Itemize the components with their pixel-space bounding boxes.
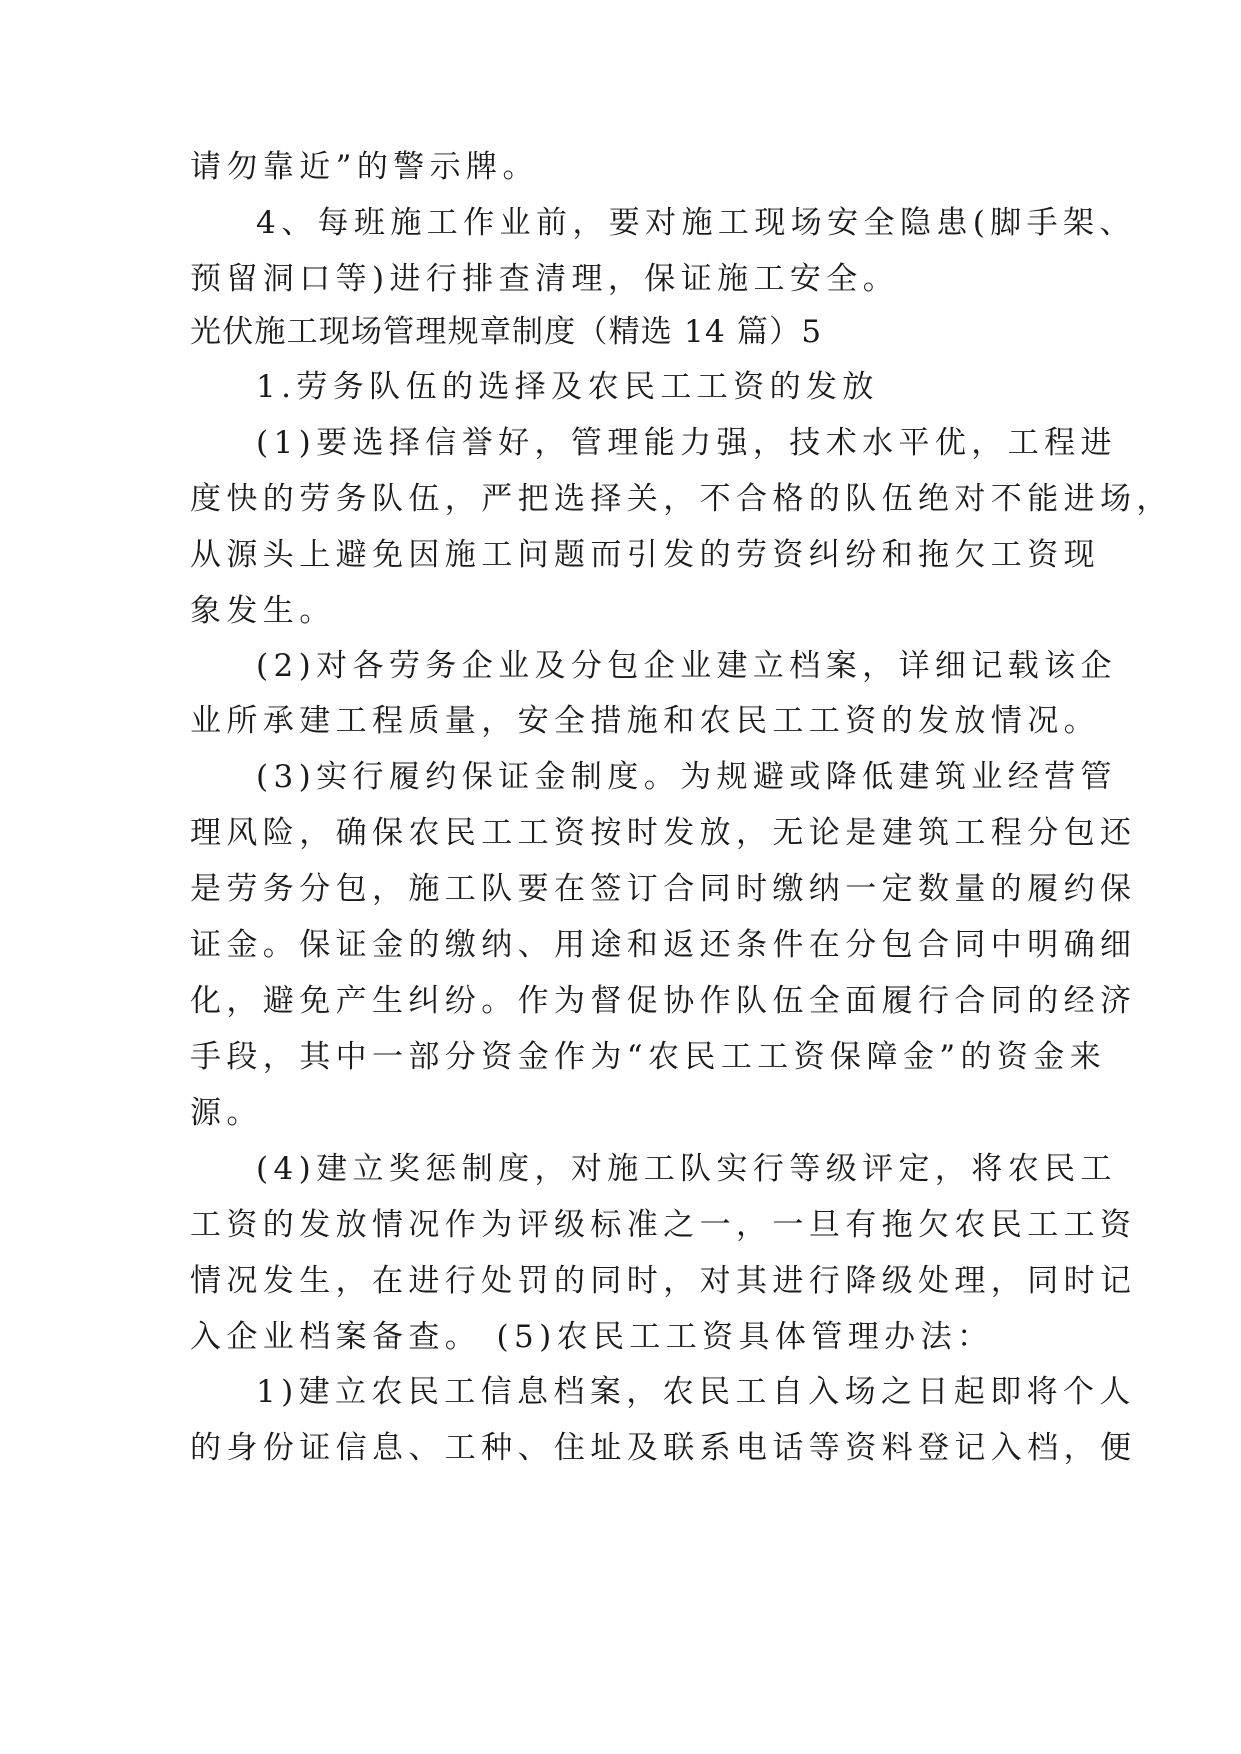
text-line: 理风险，确保农民工工资按时发放，无论是建筑工程分包还 <box>190 815 1137 851</box>
text-line: (2)对各劳务企业及分包企业建立档案，详细记载该企 <box>256 648 1117 684</box>
text-line: 请勿靠近”的警示牌。 <box>190 149 539 185</box>
text-line: 业所承建工程质量，安全措施和农民工工资的发放情况。 <box>190 703 1100 739</box>
text-line: (1)要选择信誉好，管理能力强，技术水平优，工程进 <box>256 425 1117 461</box>
text-line: (4)建立奖惩制度，对施工队实行等级评定，将农民工 <box>256 1151 1117 1187</box>
text-line: 工资的发放情况作为评级标准之一，一旦有拖欠农民工工资 <box>190 1207 1137 1243</box>
text-line: 的身份证信息、工种、住址及联系电话等资料登记入档，便 <box>190 1430 1137 1466</box>
text-line: 预留洞口等)进行排查清理，保证施工安全。 <box>190 261 900 297</box>
text-line: 是劳务分包，施工队要在签订合同时缴纳一定数量的履约保 <box>190 871 1137 907</box>
text-line: 1.劳务队伍的选择及农民工工资的发放 <box>256 369 879 405</box>
text-line: 1)建立农民工信息档案，农民工自入场之日起即将个人 <box>256 1374 1136 1410</box>
text-line: 源。 <box>190 1095 263 1131</box>
text-line: 证金。保证金的缴纳、用途和返还条件在分包合同中明确细 <box>190 927 1137 963</box>
text-line: 情况发生，在进行处罚的同时，对其进行降级处理，同时记 <box>190 1263 1137 1299</box>
section-heading: 光伏施工现场管理规章制度（精选 14 篇）5 <box>190 314 823 350</box>
text-line: 4、每班施工作业前，要对施工现场安全隐患(脚手架、 <box>256 205 1136 241</box>
text-line: 从源头上避免因施工问题而引发的劳资纠纷和拖欠工资现 <box>190 537 1100 573</box>
text-line: (3)实行履约保证金制度。为规避或降低建筑业经营管 <box>256 759 1117 795</box>
text-line: 象发生。 <box>190 593 336 629</box>
text-line: 化，避免产生纠纷。作为督促协作队伍全面履行合同的经济 <box>190 983 1137 1019</box>
text-line: 入企业档案备查。 (5)农民工工资具体管理办法： <box>190 1319 994 1355</box>
text-line: 手段，其中一部分资金作为“农民工工资保障金”的资金来 <box>190 1039 1107 1075</box>
text-line: 度快的劳务队伍，严把选择关，不合格的队伍绝对不能进场， <box>190 481 1173 517</box>
